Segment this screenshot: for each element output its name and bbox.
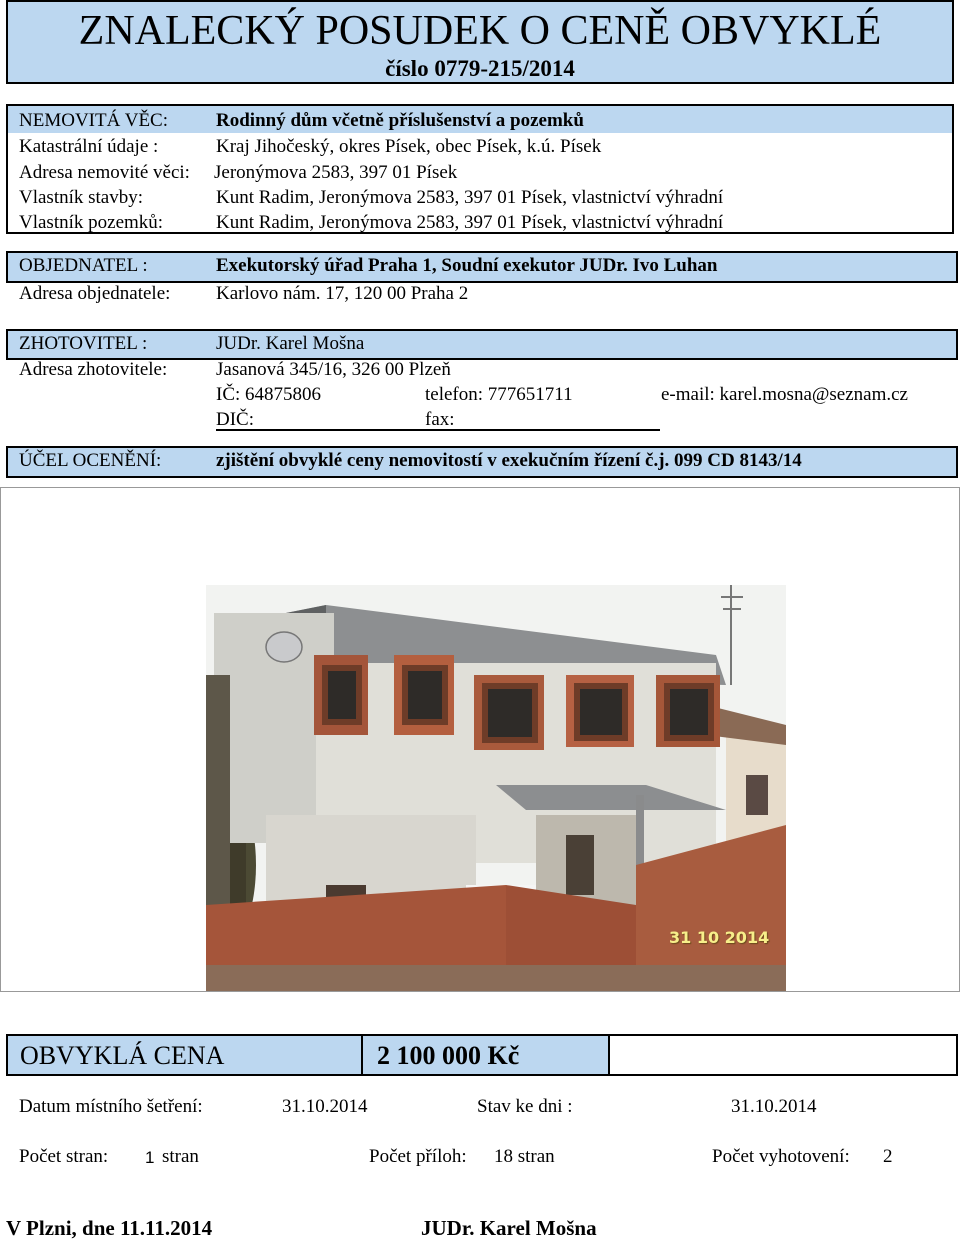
survey-date-value: 31.10.2014 [282,1096,368,1117]
contractor-band [6,329,958,360]
photo-frame [0,487,960,992]
orderer-value: Exekutorský úřad Praha 1, Soudní exekutor JUDr. Ivo Luhan [216,255,718,276]
contractor-dic: DIČ: [216,409,254,430]
property-thing-value: Rodinný dům včetně příslušenství a pozemků [216,110,584,131]
cadastral-label: Katastrální údaje : [19,136,159,157]
price-value-cell [363,1036,610,1074]
contractor-phone: telefon: 777651711 [425,384,573,405]
pages-count-unit: stran [162,1146,199,1167]
contractor-label: ZHOTOVITEL : [19,333,148,354]
contractor-email: e-mail: karel.mosna@seznam.cz [661,384,908,405]
purpose-value: zjištění obvyklé ceny nemovitostí v exekučním řízení č.j. 099 CD 8143/14 [216,450,802,471]
property-address-value: Jeronýmova 2583, 397 01 Písek [214,162,458,183]
orderer-label: OBJEDNATEL : [19,255,148,276]
survey-date-label: Datum místního šetření: [19,1096,203,1117]
cadastral-value: Kraj Jihočeský, okres Písek, obec Písek, k.ú. Písek [216,136,602,157]
property-thing-label: NEMOVITÁ VĚC: [19,110,169,131]
contractor-fax: fax: [425,409,455,430]
pages-count-label: Počet stran: [19,1146,109,1167]
pages-count-number: 1 [145,1148,155,1167]
orderer-address-value: Karlovo nám. 17, 120 00 Praha 2 [216,283,469,304]
land-owner-label: Vlastník pozemků: [19,212,164,233]
state-date-label: Stav ke dni : [477,1096,573,1117]
document-title: ZNALECKÝ POSUDEK O CENĚ OBVYKLÉ [78,8,882,54]
contractor-underline [216,429,660,431]
photo-date-stamp: 31 10 2014 [669,928,770,947]
land-owner-value: Kunt Radim, Jeronýmova 2583, 397 01 Písek, vlastnictví výhradní [216,212,724,233]
price-value: 2 100 000 Kč [377,1041,520,1070]
building-owner-value: Kunt Radim, Jeronýmova 2583, 397 01 Písek, vlastnictví výhradní [216,187,724,208]
contractor-address-value: Jasanová 345/16, 326 00 Plzeň [216,359,451,380]
attachments-count-label: Počet příloh: [369,1146,467,1167]
place-date: V Plzni, dne 11.11.2014 [6,1216,213,1240]
contractor-address-label: Adresa zhotovitele: [19,359,168,380]
header-box [6,0,954,84]
attachments-count-value: 18 stran [494,1146,555,1167]
orderer-address-label: Adresa objednatele: [19,283,171,304]
purpose-label: ÚČEL OCENĚNÍ: [19,450,162,471]
signature: JUDr. Karel Mošna [421,1216,597,1240]
state-date-value: 31.10.2014 [731,1096,817,1117]
copies-count-value: 2 [883,1146,893,1167]
contractor-value: JUDr. Karel Mošna [216,333,365,354]
property-address-label: Adresa nemovité věci: [19,162,190,183]
document-number: číslo 0779-215/2014 [385,56,575,81]
price-row [6,1034,958,1076]
copies-count-label: Počet vyhotovení: [712,1146,850,1167]
building-owner-label: Vlastník stavby: [19,187,144,208]
price-label: OBVYKLÁ CENA [20,1041,225,1070]
price-label-cell [8,1036,363,1074]
contractor-ic: IČ: 64875806 [216,384,322,405]
